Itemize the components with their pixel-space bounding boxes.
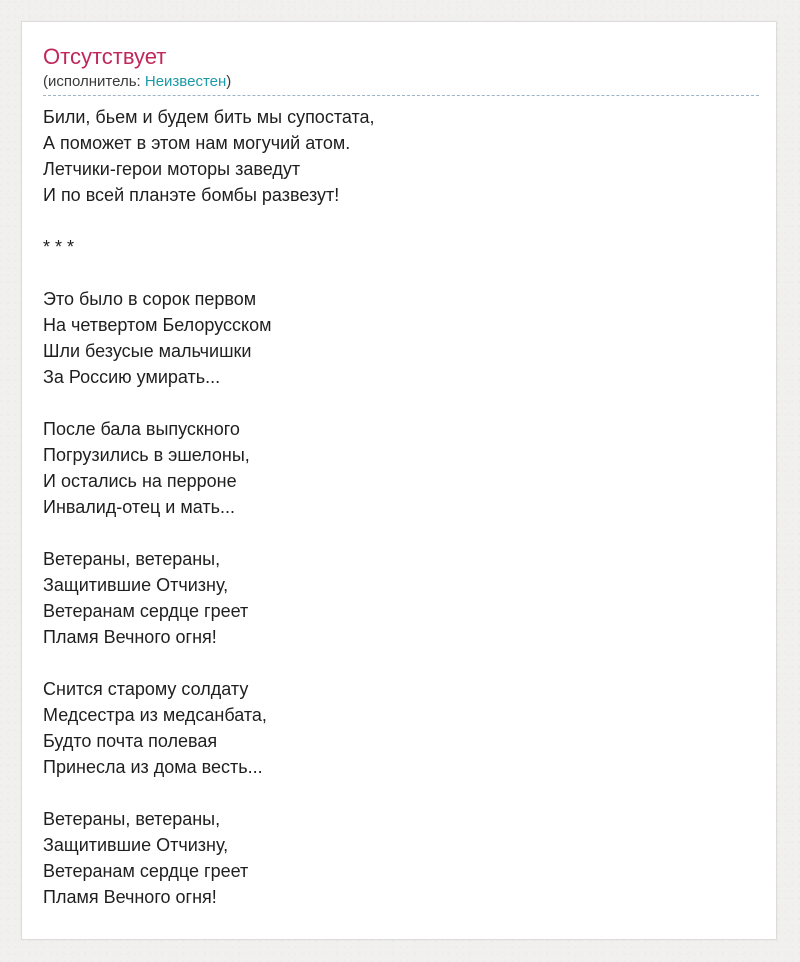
lyric-line: Снится старому солдату [43, 679, 249, 699]
blank-line [43, 208, 759, 234]
song-title: Отсутствует [43, 44, 167, 69]
blank-line [43, 390, 759, 416]
song-header [43, 43, 759, 96]
lyric-line: Защитившие Отчизну, [43, 835, 229, 855]
lyric-line: * * * [43, 237, 75, 257]
lyric-line: Это было в сорок первом [43, 289, 257, 309]
artist-line [43, 72, 231, 92]
lyric-line: Летчики-герои моторы заведут [43, 159, 301, 179]
lyric-line: Погрузились в эшелоны, [43, 445, 250, 465]
lyric-line: Будто почта полевая [43, 731, 218, 751]
lyric-line: Ветеранам сердце греет [43, 861, 249, 881]
lyric-line: После бала выпускного [43, 419, 240, 439]
blank-line [43, 650, 759, 676]
lyric-line: Принесла из дома весть... [43, 757, 263, 777]
lyric-line: За Россию умирать... [43, 367, 221, 387]
lyric-line: Шли безусые мальчишки [43, 341, 252, 361]
lyric-line: И остались на перроне [43, 471, 237, 491]
lyric-line: На четвертом Белорусском [43, 315, 272, 335]
lyric-line: Били, бьем и будем бить мы супостата, [43, 107, 375, 127]
lyric-line: Защитившие Отчизну, [43, 575, 229, 595]
lyric-line: Ветеранам сердце греет [43, 601, 249, 621]
lyrics-text [43, 104, 759, 910]
lyric-line: А поможет в этом нам могучий атом. [43, 133, 351, 153]
lyric-line: И по всей планэте бомбы развезут! [43, 185, 340, 205]
lyric-line: Пламя Вечного огня! [43, 887, 217, 907]
blank-line [43, 780, 759, 806]
artist-suffix: ) [226, 73, 232, 90]
lyrics-card [21, 21, 777, 940]
blank-line [43, 520, 759, 546]
artist-prefix: (исполнитель: [43, 73, 145, 90]
lyric-line: Инвалид-отец и мать... [43, 497, 235, 517]
artist-link[interactable]: Неизвестен [144, 73, 227, 90]
lyric-line: Ветераны, ветераны, [43, 549, 221, 569]
lyric-line: Медсестра из медсанбата, [43, 705, 267, 725]
lyric-line: Ветераны, ветераны, [43, 809, 221, 829]
lyric-line: Пламя Вечного огня! [43, 627, 217, 647]
blank-line [43, 260, 759, 286]
